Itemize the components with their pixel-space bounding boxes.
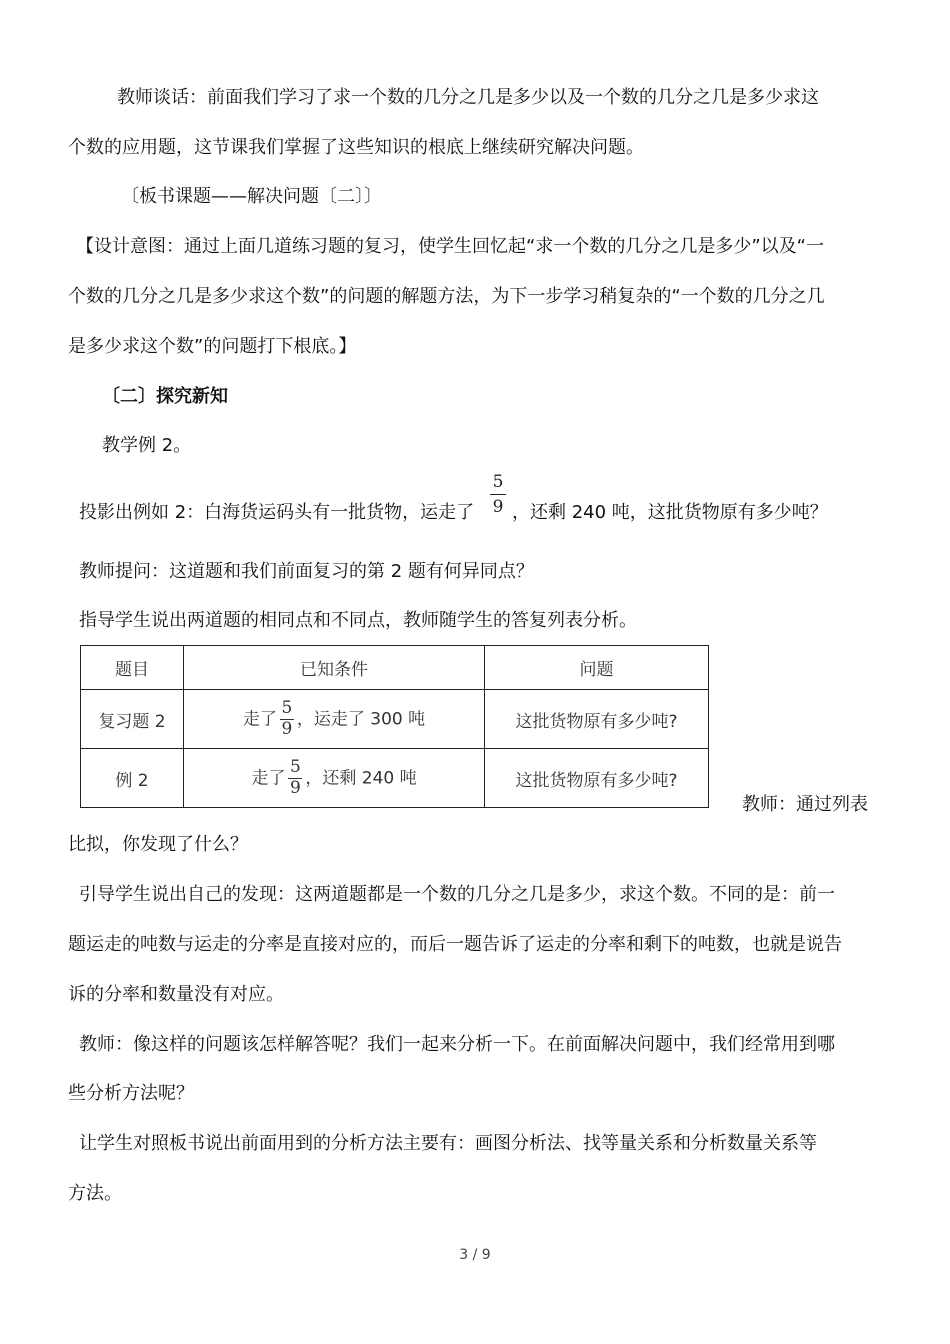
comparison-table [80,645,709,808]
fraction-numerator: 5 [289,756,301,777]
table-header: 题目 [81,646,184,690]
table-cell-condition [184,690,485,749]
paragraph-line: 是多少求这个数”的问题打下根底。】 [68,336,357,357]
table-row [81,749,709,808]
fraction-denominator: 9 [492,497,504,517]
paragraph-line: 教师谈话：前面我们学习了求一个数的几分之几是多少以及一个数的几分之几是多少求这 [117,87,819,108]
table-cell-title: 复习题 2 [81,690,184,749]
fraction-denominator: 9 [289,777,301,798]
table-cell-question: 这批货物原有多少吨? [485,749,709,808]
paragraph-line: 个数的应用题，这节课我们掌握了这些知识的根底上继续研究解决问题。 [68,137,644,158]
condition-prefix: 走了 [242,709,277,729]
table-header-row [81,646,709,690]
table-row [81,690,709,749]
paragraph-line: 投影出例如 2：白海货运码头有一批货物，运走了 [79,502,475,523]
paragraph-line: 些分析方法呢？ [68,1083,194,1104]
paragraph-line: 教师：通过列表 [742,794,868,815]
table-header: 问题 [485,646,709,690]
paragraph-line: 〔板书课题——解决问题〔二〕〕 [121,186,382,207]
paragraph-line: 方法。 [68,1183,122,1204]
paragraph-line: 让学生对照板书说出前面用到的分析方法主要有：画图分析法、找等量关系和分析数量关系等 [79,1133,817,1154]
paragraph-line: 教师提问：这道题和我们前面复习的第 2 题有何异同点？ [79,561,534,582]
paragraph-line: 个数的几分之几是多少求这个数”的问题的解题方法，为下一步学习稍复杂的“一个数的几分之几 [68,286,825,307]
paragraph-line: 教学例 2。 [102,435,192,456]
page-number: 3 / 9 [459,1247,491,1263]
condition-suffix: ，还剩 240 吨 [305,768,417,788]
table-header: 已知条件 [184,646,485,690]
fraction-inline [489,472,507,517]
condition-fraction [280,697,294,739]
paragraph-line: 指导学生说出两道题的相同点和不同点，教师随学生的答复列表分析。 [79,610,637,631]
fraction-numerator: 5 [281,697,293,718]
paragraph-line: 引导学生说出自己的发现：这两道题都是一个数的几分之几是多少，求这个数。不同的是：前一 [79,884,835,905]
paragraph-line: 【设计意图：通过上面几道练习题的复习，使学生回忆起“求一个数的几分之几是多少”以及“一 [76,236,824,257]
table-cell-condition [184,749,485,808]
paragraph-line: 比拟，你发现了什么？ [68,834,248,855]
table-cell-title: 例 2 [81,749,184,808]
fraction-numerator: 5 [492,472,504,492]
table-cell-question: 这批货物原有多少吨? [485,690,709,749]
paragraph-line: 题运走的吨数与运走的分率是直接对应的，而后一题告诉了运走的分率和剩下的吨数，也就是说告 [68,934,842,955]
fraction-bar [490,494,506,495]
condition-fraction [288,756,302,798]
fraction-denominator: 9 [281,718,293,739]
condition-prefix: 走了 [251,768,286,788]
paragraph-line: 教师：像这样的问题该怎样解答呢？我们一起来分析一下。在前面解决问题中，我们经常用到哪 [79,1034,835,1055]
condition-suffix: ，运走了 300 吨 [296,709,426,729]
section-heading: 〔二〕探究新知 [102,386,228,407]
paragraph-line: ，还剩 240 吨，这批货物原有多少吨？ [512,502,828,523]
paragraph-line: 诉的分率和数量没有对应。 [68,984,284,1005]
